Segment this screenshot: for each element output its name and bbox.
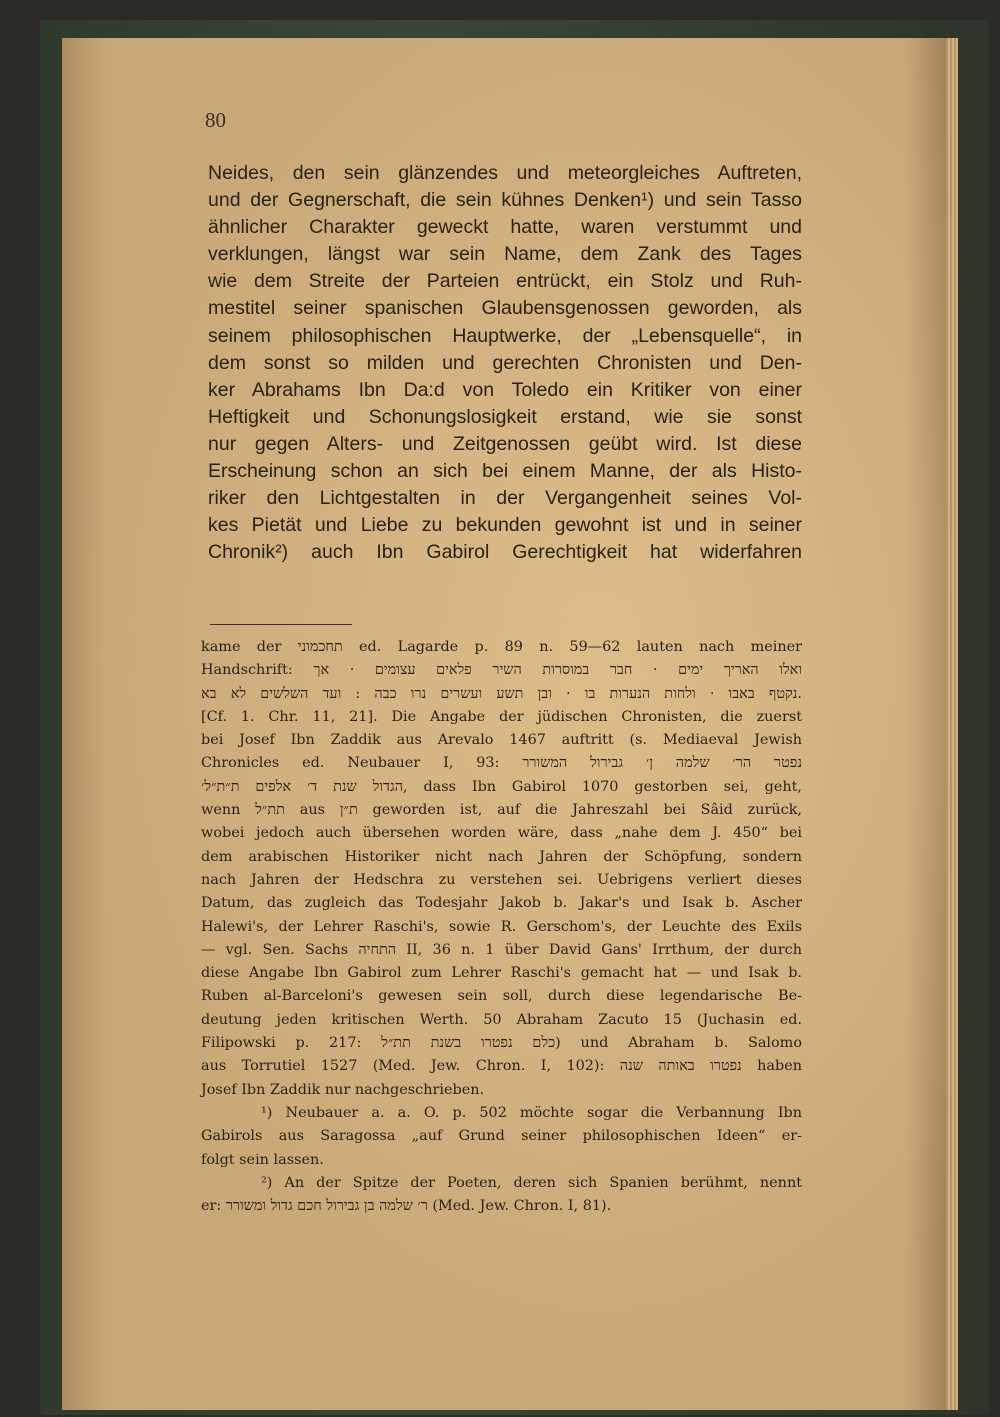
footnote-line: Handschrift: ואלו האריך ימים · חבר במוסרות השיר פלאים עצומים · אך <box>201 662 802 679</box>
footnote-line: wobei jedoch auch übersehen worden wäre, dass „nahe dem J. 450“ bei <box>201 825 802 842</box>
main-line: und der Gegnerschaft, die sein kühnes Denken¹) und sein Tasso <box>208 189 802 212</box>
footnote-line: nach Jahren der Hedschra zu verstehen sei. Uebrigens verliert dieses <box>201 871 802 888</box>
footnote-line: Chronicles ed. Neubauer I, 93: נפטר הר׳ שלמה ן׳ גבירול המשורר <box>201 755 802 772</box>
footnote-line: aus Torrutiel 1527 (Med. Jew. Chron. I, 102): נפטרו באותה שנה haben <box>201 1058 802 1075</box>
footnote-separator <box>210 624 352 625</box>
footnote-line: Filipowski p. 217: כלם נפטרו בשנת תת״ל) und Abraham b. Salomo <box>201 1035 802 1052</box>
footnote-line: — vgl. Sen. Sachs התחיה II, 36 n. 1 über David Gans' Irrthum, der durch <box>201 941 802 958</box>
footnote-line: Datum, das zugleich das Todesjahr Jakob b. Jakar's und Isak b. Ascher <box>201 895 802 912</box>
main-line: Chronik²) auch Ibn Gabirol Gerechtigkeit hat widerfahren <box>208 541 802 564</box>
main-line: dem sonst so milden und gerechten Chronisten und Den- <box>208 351 802 374</box>
main-line: wie dem Streite der Parteien entrückt, ein Stolz und Ruh- <box>208 270 802 293</box>
footnote-2-line: er: ר׳ שלמה בן גבירול חכם גדול ומשורר (Med. Jew. Chron. I, 81). <box>201 1198 612 1215</box>
footnote-line: diese Angabe Ibn Gabirol zum Lehrer Raschi's gemacht hat — und Isak b. <box>201 965 802 982</box>
main-text <box>208 160 802 566</box>
footnote-line: הגדול שנת ד׳ אלפים ת״ת״ל׳, dass Ibn Gabirol 1070 gestorben sei, geht, <box>201 778 802 795</box>
footnote-line: wenn תת״ל aus ת״ן geworden ist, auf die Jahreszahl bei Sâid zurück, <box>201 802 802 819</box>
main-line: mestitel seiner spanischen Glaubensgenossen geworden, als <box>208 297 802 320</box>
main-line: Neides, den sein glänzendes und meteorgleiches Auftreten, <box>208 162 802 184</box>
page-number: 80 <box>205 108 226 132</box>
main-line: nur gegen Alters- und Zeitgenossen geübt wird. Ist diese <box>208 432 802 455</box>
main-line: Erscheinung schon an sich bei einem Manne, der als Histo- <box>208 460 802 483</box>
page-edge <box>946 38 958 1410</box>
footnote-line: נקטף באבו · ולחות הנערות בו · ובן תשע ועשרים נרו כבה : ועד השלשים לא בא. <box>201 685 802 702</box>
main-line: riker den Lichtgestalten in der Vergangenheit seines Vol- <box>208 487 802 510</box>
footnotes <box>201 636 802 1218</box>
main-line: kes Pietät und Liebe zu bekunden gewohnt ist und in seiner <box>208 514 802 537</box>
main-line: ähnlicher Charakter geweckt hatte, waren verstummt und <box>208 216 802 239</box>
footnote-line: kame der תחכמוני ed. Lagarde p. 89 n. 59—62 lauten nach meiner <box>201 639 803 655</box>
footnote-line: bei Josef Ibn Zaddik aus Arevalo 1467 auftritt (s. Mediaeval Jewish <box>201 732 802 749</box>
main-line: Heftigkeit und Schonungslosigkeit erstand, wie sie sonst <box>208 405 802 428</box>
footnote-line: Halewi's, der Lehrer Raschi's, sowie R. Gerschom's, der Leuchte des Exils <box>201 918 802 935</box>
main-line: seinem philosophischen Hauptwerke, der „Lebensquelle“, in <box>208 324 802 347</box>
footnote-1-line: ¹) Neubauer a. a. O. p. 502 möchte sogar die Verbannung Ibn <box>261 1104 802 1121</box>
main-line: verklungen, längst war sein Name, dem Zank des Tages <box>208 243 802 266</box>
footnote-1-line: folgt sein lassen. <box>201 1151 324 1168</box>
footnote-1-line: Gabirols aus Saragossa „auf Grund seiner philosophischen Ideen“ er- <box>201 1128 802 1145</box>
footnote-line: [Cf. 1. Chr. 11, 21]. Die Angabe der jüdischen Chronisten, die zuerst <box>201 708 802 725</box>
footnote-line: Josef Ibn Zaddik nur nachgeschrieben. <box>201 1081 485 1098</box>
footnote-2-line: ²) An der Spitze der Poeten, deren sich Spanien berühmt, nennt <box>261 1174 802 1191</box>
footnote-line: deutung jeden kritischen Werth. 50 Abraham Zacuto 15 (Juchasin ed. <box>201 1011 802 1028</box>
main-line: ker Abrahams Ibn Da:d von Toledo ein Kritiker von einer <box>208 378 802 401</box>
footnote-line: Ruben al-Barceloni's gewesen sein soll, durch diese legendarische Be- <box>201 988 802 1005</box>
footnote-line: dem arabischen Historiker nicht nach Jahren der Schöpfung, sondern <box>201 848 802 865</box>
